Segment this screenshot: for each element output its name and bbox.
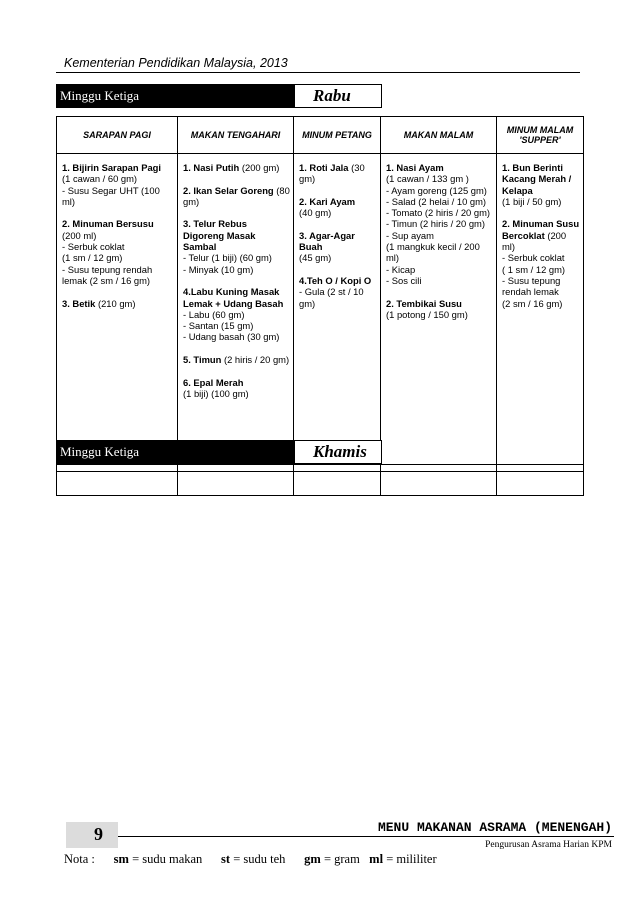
menu-item-name: 1. Nasi Ayam bbox=[386, 162, 444, 173]
empty-cell bbox=[497, 465, 584, 496]
day-label: Rabu bbox=[294, 84, 382, 108]
menu-item bbox=[183, 377, 290, 400]
footer-divider bbox=[118, 836, 614, 837]
menu-item bbox=[386, 298, 493, 321]
menu-item bbox=[183, 354, 290, 365]
menu-item-detail: gm) bbox=[299, 297, 316, 309]
document-header: Kementerian Pendidikan Malaysia, 2013 bbox=[64, 56, 288, 70]
col-header-sarapan: SARAPAN PAGI bbox=[57, 117, 178, 154]
menu-item-detail: - Susu tepung bbox=[502, 274, 561, 286]
menu-cell-sarapan bbox=[57, 154, 178, 472]
menu-item bbox=[62, 162, 174, 207]
menu-item-detail: (1 cawan / 60 gm) bbox=[62, 173, 138, 185]
menu-item bbox=[183, 162, 290, 173]
col-header-tengahari: MAKAN TENGAHARI bbox=[178, 117, 294, 154]
menu-item-detail: gm) bbox=[299, 173, 316, 185]
empty-cell bbox=[381, 465, 497, 496]
menu-item-detail: (1 sm / 12 gm) bbox=[62, 252, 123, 264]
menu-item bbox=[183, 286, 290, 342]
empty-cell bbox=[57, 465, 178, 496]
menu-item-detail: (1 biji / 50 gm) bbox=[502, 195, 562, 207]
menu-item bbox=[62, 218, 174, 286]
footer-title: MENU MAKANAN ASRAMA (MENENGAH) bbox=[377, 820, 612, 835]
menu-item bbox=[183, 185, 290, 208]
menu-item-detail: - Sos cili bbox=[386, 274, 422, 286]
nota-legend bbox=[64, 852, 437, 867]
menu-item-name: 2. Minuman Susu Bercoklat bbox=[502, 218, 580, 241]
menu-item-detail: lemak (2 sm / 16 gm) bbox=[62, 274, 151, 286]
week-label: Minggu Ketiga bbox=[56, 84, 294, 108]
menu-item-detail: rendah lemak bbox=[502, 286, 559, 298]
empty-cell bbox=[294, 465, 381, 496]
menu-item bbox=[502, 162, 580, 207]
menu-item bbox=[299, 275, 377, 309]
abbrev-key: st bbox=[221, 852, 231, 866]
menu-item-detail: ( 1 sm / 12 gm) bbox=[502, 263, 566, 275]
menu-item-name: 1. Roti Jala bbox=[299, 162, 349, 173]
week-bar-khamis bbox=[56, 440, 382, 464]
week-label: Minggu Ketiga bbox=[56, 440, 294, 464]
menu-item-detail: (1 biji) (100 gm) bbox=[183, 387, 249, 399]
menu-item-detail: gm) bbox=[183, 195, 200, 207]
menu-item-detail: - Tomato (2 hiris / 20 gm) bbox=[386, 207, 491, 219]
menu-item bbox=[183, 218, 290, 274]
menu-item-detail: - Serbuk coklat bbox=[502, 252, 565, 264]
khamis-empty-row bbox=[56, 464, 584, 496]
menu-item-name: 4.Labu Kuning Masak Lemak + Udang Basah bbox=[183, 286, 284, 309]
menu-item-detail: - Susu Segar UHT (100 ml) bbox=[62, 184, 160, 207]
menu-item-detail: - Santan (15 gm) bbox=[183, 320, 254, 332]
menu-cell-malam bbox=[381, 154, 497, 472]
menu-item-portion: (210 gm) bbox=[95, 297, 136, 309]
menu-item-name: 5. Timun bbox=[183, 354, 222, 366]
menu-item-detail: - Kicap bbox=[386, 263, 416, 275]
day-label: Khamis bbox=[294, 440, 382, 464]
abbrev-key: sm bbox=[113, 852, 129, 866]
abbrev-value: = mililiter bbox=[383, 852, 437, 866]
menu-item bbox=[299, 230, 377, 264]
menu-item-detail: (1 potong / 150 gm) bbox=[386, 308, 468, 320]
menu-item-detail: - Gula (2 st / 10 bbox=[299, 286, 364, 298]
menu-item-detail: - Salad (2 helai / 10 gm) bbox=[386, 195, 487, 207]
abbrev-value: = sudu teh bbox=[230, 852, 286, 866]
menu-item-detail: - Udang basah (30 gm) bbox=[183, 331, 280, 343]
empty-cell bbox=[178, 465, 294, 496]
menu-item bbox=[299, 196, 377, 219]
nota-label: Nota : bbox=[64, 852, 95, 866]
menu-item-detail: (1 mangkuk kecil / 200 ml) bbox=[386, 241, 480, 264]
menu-item-name: 6. Epal Merah bbox=[183, 376, 244, 388]
menu-cell-supper bbox=[497, 154, 584, 472]
menu-item-name: 2. Tembikai Susu bbox=[386, 297, 462, 309]
col-header-malam: MAKAN MALAM bbox=[381, 117, 497, 154]
menu-item-name: 2. Kari Ayam bbox=[299, 195, 356, 207]
menu-row bbox=[57, 154, 584, 472]
menu-item bbox=[62, 298, 174, 309]
menu-item bbox=[299, 162, 377, 185]
menu-item-name: 4.Teh O / Kopi O bbox=[299, 274, 372, 286]
menu-item-detail: (200 ml) bbox=[62, 229, 97, 241]
menu-item-portion: (80 bbox=[273, 184, 290, 196]
abbrev-value: = sudu makan bbox=[128, 852, 203, 866]
menu-item-detail: - Susu tepung rendah bbox=[62, 263, 153, 275]
abbrev-value: = gram bbox=[320, 852, 360, 866]
menu-item bbox=[386, 162, 493, 286]
menu-item-detail: - Telur (1 biji) (60 gm) bbox=[183, 252, 272, 264]
menu-item-name: 2. Minuman Bersusu bbox=[62, 218, 154, 230]
menu-item-detail: - Minyak (10 gm) bbox=[183, 263, 254, 275]
menu-item-name: 2. Ikan Selar Goreng bbox=[183, 184, 274, 196]
menu-cell-tengahari bbox=[178, 154, 294, 472]
menu-item-portion: (2 hiris / 20 gm) bbox=[221, 354, 290, 366]
menu-item-detail: - Serbuk coklat bbox=[62, 241, 125, 253]
menu-table bbox=[56, 116, 584, 472]
footer-subtitle: Pengurusan Asrama Harian KPM bbox=[485, 840, 612, 850]
abbrev-key: ml bbox=[369, 852, 384, 866]
menu-item-portion: (30 bbox=[348, 162, 365, 173]
menu-item-detail: - Timun (2 hiris / 20 gm) bbox=[386, 218, 485, 230]
col-header-petang: MINUM PETANG bbox=[294, 117, 381, 154]
header-divider bbox=[56, 72, 580, 73]
menu-item-portion: (200 gm) bbox=[239, 162, 280, 173]
menu-item-name: 3. Agar-Agar Buah bbox=[299, 229, 355, 253]
abbrev-key: gm bbox=[304, 852, 321, 866]
col-header-supper: MINUM MALAM 'SUPPER' bbox=[497, 117, 584, 154]
menu-item-detail: - Labu (60 gm) bbox=[183, 308, 245, 320]
menu-item-detail: (40 gm) bbox=[299, 207, 332, 219]
menu-item-name: 1. Bun Berinti Kacang Merah / Kelapa bbox=[502, 162, 572, 196]
page-number: 9 bbox=[94, 824, 103, 844]
menu-item-name: 1. Nasi Putih bbox=[183, 162, 240, 173]
menu-item-name: 3. Telur Rebus Digoreng Masak Sambal bbox=[183, 218, 256, 253]
menu-item-name: 1. Bijirin Sarapan Pagi bbox=[62, 162, 161, 173]
menu-item-detail: (2 sm / 16 gm) bbox=[502, 297, 563, 309]
menu-item-name: 3. Betik bbox=[62, 297, 96, 309]
menu-item-detail: (45 gm) bbox=[299, 252, 332, 264]
menu-item-detail: - Ayam goreng (125 gm) bbox=[386, 184, 487, 196]
menu-item bbox=[502, 218, 580, 308]
menu-header-row bbox=[57, 117, 584, 154]
menu-cell-petang bbox=[294, 154, 381, 472]
menu-item-portion: (200 ml) bbox=[502, 229, 567, 253]
page-number-box bbox=[66, 822, 118, 848]
menu-item-detail: - Sup ayam bbox=[386, 229, 434, 241]
menu-item-detail: (1 cawan / 133 gm ) bbox=[386, 173, 469, 185]
week-bar-rabu bbox=[56, 84, 382, 108]
